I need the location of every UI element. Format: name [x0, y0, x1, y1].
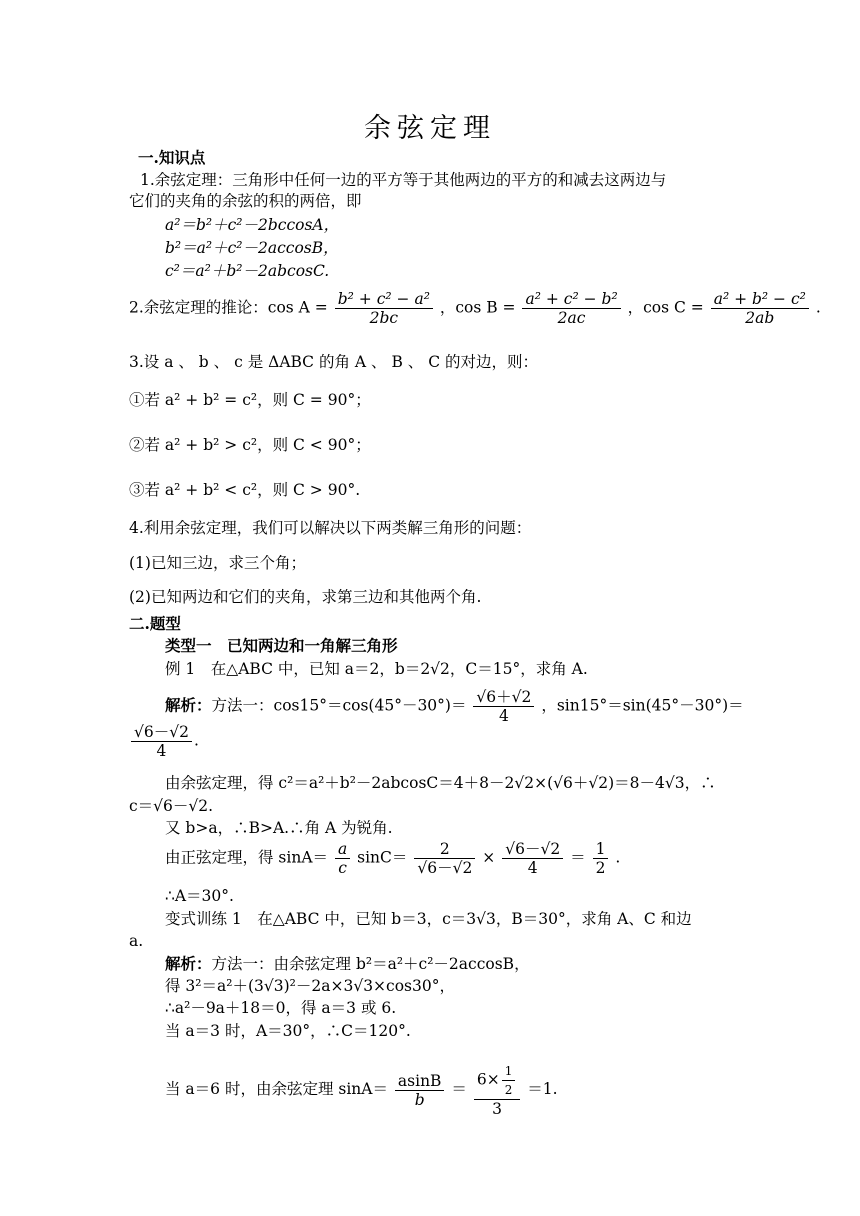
text: ，cos B =	[439, 298, 516, 317]
numerator: √6－√2	[131, 723, 192, 742]
fraction	[395, 1072, 445, 1109]
numerator: a² + c² − b²	[522, 290, 620, 309]
formula: b²＝a²＋c²－2accosB，	[165, 239, 339, 257]
paragraph-line: (2)已知两边和它们的夹角，求第三边和其他两个角.	[129, 588, 482, 606]
denominator: b	[414, 1090, 425, 1109]
denominator: √6－√2	[417, 859, 473, 877]
solution-line: ∴A＝30°.	[165, 887, 234, 905]
denominator: 4	[527, 859, 538, 877]
solution-line	[165, 840, 620, 877]
exercise-line: 变式训练 1 在△ABC 中，已知 b＝3，c＝3√3，B＝30°，求角 A、C 和边	[165, 910, 692, 928]
numerator: a² + b² − c²	[711, 290, 809, 309]
text: ，sin15°＝sin(45°－30°)＝	[541, 696, 744, 715]
fraction	[473, 688, 534, 725]
text: .	[815, 298, 821, 317]
solution-line: 又 b>a，∴B>A.∴角 A 为锐角.	[165, 819, 393, 837]
corollary-line	[129, 290, 821, 327]
solution-line	[129, 723, 199, 760]
denominator: 2bc	[369, 309, 399, 327]
denominator: 4	[498, 707, 509, 725]
formula: c²＝a²＋b²－2abcosC.	[165, 262, 330, 280]
section-heading: 一.知识点	[138, 148, 206, 167]
paragraph-line: 1.余弦定理：三角形中任何一边的平方等于其他两边的平方的和减去这两边与	[140, 171, 667, 189]
numerator	[474, 1062, 521, 1100]
numerator: b² + c² − a²	[335, 290, 433, 309]
subsection-heading: 类型一 已知两边和一角解三角形	[165, 636, 398, 655]
fraction	[335, 840, 350, 877]
text: ＝1.	[527, 1080, 558, 1098]
case-line: ③若 a² + b² < c²，则 C > 90°.	[129, 481, 361, 499]
text: .	[193, 731, 199, 750]
fraction	[474, 1062, 521, 1118]
solution-line: 得 3²＝a²＋(3√3)²－2a×3√3×cos30°，	[165, 977, 455, 995]
numerator: √6－√2	[502, 840, 563, 859]
fraction	[593, 840, 609, 877]
numerator: a	[335, 840, 350, 859]
text: 方法一：由余弦定理 b²＝a²＋c²－2accosB，	[211, 955, 530, 973]
text: 2.余弦定理的推论：cos A =	[129, 298, 328, 317]
example-line: 例 1 在△ABC 中，已知 a＝2，b＝2√2，C＝15°，求角 A.	[165, 660, 588, 678]
text: ，cos C =	[627, 298, 704, 317]
denominator: 4	[156, 742, 167, 760]
formula: a²＝b²＋c²－2bccosA，	[165, 216, 340, 234]
solution-line	[165, 954, 530, 974]
label: 解析：	[165, 695, 212, 715]
exercise-line: a.	[129, 932, 144, 950]
denominator: 2	[595, 859, 606, 877]
paragraph-line: (1)已知三边，求三个角；	[129, 554, 306, 572]
text: ＝	[570, 848, 586, 867]
text: 6×	[476, 1070, 500, 1089]
solution-line: c＝√6－√2.	[129, 797, 214, 815]
fraction	[414, 840, 475, 877]
text: ＝	[451, 1080, 467, 1098]
numerator: 1	[502, 1062, 516, 1081]
denominator: 3	[492, 1100, 503, 1118]
solution-line: 由余弦定理，得 c²＝a²＋b²－2abcosC＝4＋8－2√2×(√6＋√2)＝8－4√3，∴	[165, 774, 716, 792]
case-line: ②若 a² + b² > c²，则 C < 90°；	[129, 436, 371, 454]
denominator: 2	[504, 1083, 513, 1097]
solution-line	[165, 688, 744, 725]
numerator: 2	[414, 840, 475, 859]
text: sinC＝	[357, 848, 408, 867]
numerator: √6＋√2	[473, 688, 534, 707]
text: 由正弦定理，得 sinA＝	[165, 848, 329, 867]
solution-line	[165, 1062, 558, 1118]
paragraph-line: 它们的夹角的余弦的积的两倍，即	[129, 192, 362, 210]
solution-line: 当 a＝3 时，A＝30°，∴C＝120°.	[165, 1022, 411, 1040]
fraction	[502, 1062, 516, 1099]
paragraph-line: 4.利用余弦定理，我们可以解决以下两类解三角形的问题：	[129, 519, 532, 537]
denominator: 2ab	[745, 309, 775, 327]
text: .	[615, 848, 621, 867]
fraction	[131, 723, 192, 760]
section-heading: 二.题型	[129, 614, 181, 633]
text: 方法一：cos15°＝cos(45°－30°)＝	[211, 696, 467, 715]
fraction	[711, 290, 809, 327]
text: ×	[482, 848, 496, 867]
denominator: 2ac	[557, 309, 586, 327]
label: 解析：	[165, 954, 212, 973]
denominator: c	[338, 859, 347, 877]
fraction	[502, 840, 563, 877]
fraction	[522, 290, 620, 327]
page-title: 余弦定理	[364, 113, 496, 144]
text: 当 a＝6 时，由余弦定理 sinA＝	[165, 1080, 388, 1098]
fraction	[335, 290, 433, 327]
solution-line: ∴a²－9a＋18＝0，得 a＝3 或 6.	[165, 999, 397, 1017]
numerator: asinB	[395, 1072, 445, 1091]
numerator: 1	[593, 840, 609, 859]
case-line: ①若 a² + b² = c²，则 C = 90°；	[129, 391, 371, 409]
paragraph-line: 3.设 a 、 b 、 c 是 ΔABC 的角 A 、 B 、 C 的对边，则：	[129, 353, 538, 371]
